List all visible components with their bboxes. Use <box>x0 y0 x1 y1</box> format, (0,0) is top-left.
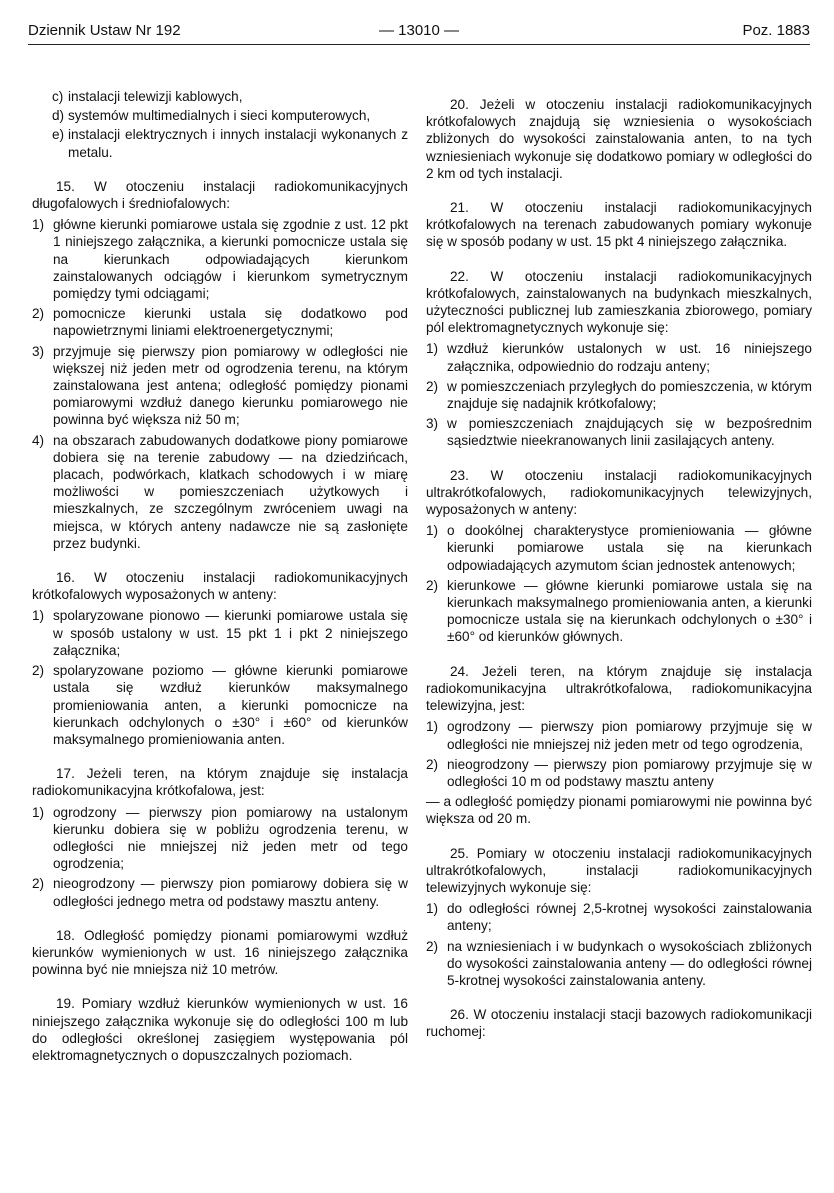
list-item: 1) o dookólnej charakterystyce promieniowania — główne kierunki pomiarowe ustala się na kierunkach odpowiadających azymutom ścian jednostek antenowych; <box>426 523 812 573</box>
section-20: 20. Jeżeli w otoczeniu instalacji radiokomunikacyjnych krótkofalowych znajdują się wzniesienia o wysokościach zbliżonych do wysokości zainstalowania anten, to na tych wzniesieniach wykonuje się dodatkowo pomiary w odległości do 2 km od tych instalacji. <box>426 97 812 181</box>
left-column <box>32 88 408 1081</box>
list-item: 2) spolaryzowane poziomo — główne kierunki pomiarowe ustala się wzdłuż kierunków maksymalnego promieniowania anten, a kierunki pomocnicze na kierunkach odchylonych o ±30° i ±60° od kierunków maksymalnego promieniowania anten. <box>32 663 408 747</box>
list-item: 2) nieogrodzony — pierwszy pion pomiarowy przyjmuje się w odległości 10 m od podstawy masztu anteny <box>426 756 812 789</box>
journal-title: Dziennik Ustaw Nr 192 <box>28 22 181 39</box>
list-item: 1) do odległości równej 2,5-krotnej wysokości zainstalowania anteny; <box>426 901 812 934</box>
section-24-intro: 24. Jeżeli teren, na którym znajduje się instalacja radiokomunikacyjna ultrakrótkofalowa, radiokomunikacyjna telewizyjna, jest: <box>426 663 812 714</box>
section-17-intro: 17. Jeżeli teren, na którym znajduje się instalacja radiokomunikacyjna krótkofalowa, jest: <box>32 766 408 799</box>
list-item: 2) w pomieszczeniach przyległych do pomieszczenia, w którym znajduje się nadajnik krótkofalowy; <box>426 378 812 412</box>
list-item: c) instalacji telewizji kablowych, <box>52 89 243 104</box>
list-item: 1) główne kierunki pomiarowe ustala się zgodnie z ust. 12 pkt 1 niniejszego załącznika, a kierunki pomocnicze ustala się na kierunkach odpowiadających kierunkom zainstalowanych odciągów i kierunkom symetrycznym pomiędzy tymi odciągami; <box>32 217 408 302</box>
page-header <box>28 22 810 42</box>
section-15-intro: 15. W otoczeniu instalacji radiokomunikacyjnych długofalowych i średniofalowych: <box>32 178 408 212</box>
list-item: 1) ogrodzony — pierwszy pion pomiarowy przyjmuje się w odległości nie mniejszej niż jeden metr od tego ogrodzenia, <box>426 719 812 752</box>
list-item: 2) na wzniesieniach i w budynkach o wysokościach zbliżonych do wysokości zainstalowania anteny — do odległości równej 5-krotnej wysokości zainstalowania anteny. <box>426 938 812 988</box>
list-item: 3) w pomieszczeniach znajdujących się w bezpośrednim sąsiedztwie nieekranowanych linii zasilających anteny. <box>426 416 812 449</box>
section-16-intro: 16. W otoczeniu instalacji radiokomunikacyjnych krótkofalowych wyposażonych w anteny: <box>32 570 408 603</box>
right-column <box>426 96 812 1058</box>
section-24-tail: — a odległość pomiędzy pionami pomiarowymi nie powinna być większa od 20 m. <box>426 794 812 827</box>
page-number: — 13010 — <box>378 22 460 39</box>
section-21: 21. W otoczeniu instalacji radiokomunikacyjnych krótkofalowych na terenach zabudowanych pomiary wykonuje się w sposób podany w ust. 15 pkt 4 niniejszego załącznika. <box>426 200 812 250</box>
list-item: 1) wzdłuż kierunków ustalonych w ust. 16 niniejszego załącznika, odpowiednio do rodzaju anteny; <box>426 341 812 374</box>
list-item: 1) spolaryzowane pionowo — kierunki pomiarowe ustala się w sposób ustalony w ust. 15 pkt 1 i pkt 2 niniejszego załącznika; <box>32 608 408 658</box>
list-item: d) systemów multimedialnych i sieci komputerowych, <box>52 108 371 124</box>
list-item: 2) kierunkowe — główne kierunki pomiarowe ustala się na kierunkach maksymalnego promieniowania anten, a kierunki pomocnicze ustala się na kierunkach odchylonych o ±30° i ±60° od kierunków głównych. <box>426 577 812 645</box>
section-23-intro: 23. W otoczeniu instalacji radiokomunikacyjnych ultrakrótkofalowych, radiokomunikacyjnych telewizyjnych, wyposażonych w anteny: <box>426 467 812 518</box>
list-item: 1) ogrodzony — pierwszy pion pomiarowy na ustalonym kierunku dobiera się w pobliżu ogrodzenia terenu, w odległości nie mniejszej niż jeden metr od tego ogrodzenia; <box>32 804 408 872</box>
list-item: 2) nieogrodzony — pierwszy pion pomiarowy dobiera się w odległości jednego metra od podstawy masztu anteny. <box>32 876 408 909</box>
section-18: 18. Odległość pomiędzy pionami pomiarowymi wzdłuż kierunków wymienionych w ust. 16 niniejszego załącznika powinna być nie mniejsza niż 10 metrów. <box>32 927 408 978</box>
section-19: 19. Pomiary wzdłuż kierunków wymienionych w ust. 16 niniejszego załącznika wykonuje się do odległości 100 m lub do odległości określonej zasięgiem występowania pól elektromagnetycznych o dopuszczalnych poziomach. <box>32 996 408 1063</box>
position-number: Poz. 1883 <box>742 22 810 39</box>
section-22-intro: 22. W otoczeniu instalacji radiokomunikacyjnych krótkofalowych, zainstalowanych na budynkach mieszkalnych, użyteczności publicznej lub zamieszkania zbiorowego, pomiary pól elektromagnetycznych wykonuje się: <box>426 268 812 336</box>
section-25-intro: 25. Pomiary w otoczeniu instalacji radiokomunikacyjnych ultrakrótkofalowych, instalacji radiokomunikacyjnych telewizyjnych wykonuje się: <box>426 845 812 895</box>
list-item: 4) na obszarach zabudowanych dodatkowe piony pomiarowe dobiera się na terenie zabudowy — na dziedzińcach, placach, podwórkach, klatkach schodowych i w miarę możliwości w pomieszczeniach użytkowych i mieszkalnych, ze szczególnym zwróceniem uwagi na miejsca, w których anteny nadawcze nie są zasłonięte przez budynki. <box>32 432 408 551</box>
section-26: 26. W otoczeniu instalacji stacji bazowych radiokomunikacji ruchomej: <box>426 1007 812 1040</box>
header-rule <box>28 44 810 45</box>
list-item: 3) przyjmuje się pierwszy pion pomiarowy w odległości nie większej niż jeden metr od ogrodzenia terenu, na którym zainstalowana jest antena; odległość pomiędzy pionami pomiarowymi wzdłuż danego kierunku pomiarowego nie powinna być większa niż 50 m; <box>32 343 408 428</box>
list-item: 2) pomocnicze kierunki ustala się dodatkowo pod napowietrznymi liniami elektroenergetycznymi; <box>32 306 408 339</box>
list-item: e) instalacji elektrycznych i innych instalacji wykonanych z metalu. <box>52 127 408 160</box>
